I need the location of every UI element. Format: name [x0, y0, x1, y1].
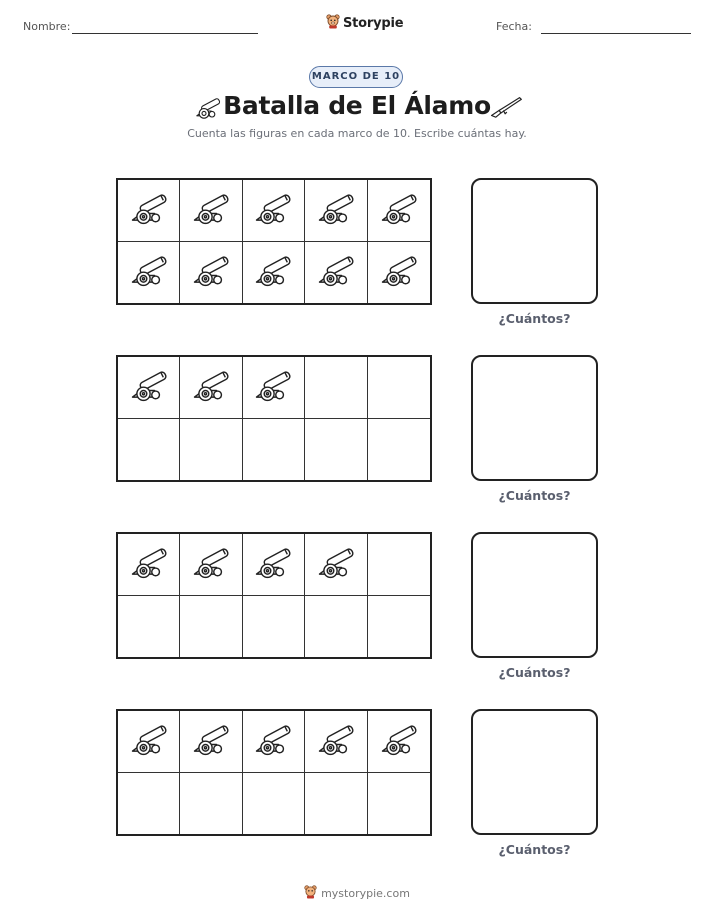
- ten-frame-cell: [180, 180, 242, 242]
- ten-frame-cell: [305, 534, 367, 596]
- ten-frame-cell: [243, 773, 305, 835]
- ten-frame-cell: [118, 419, 180, 481]
- ten-frame-cell: [305, 773, 367, 835]
- ten-frame-cell: [305, 596, 367, 658]
- ten-frame: [116, 532, 432, 659]
- count-question: ¿Cuántos?: [498, 665, 571, 680]
- cannon-icon: [189, 544, 233, 584]
- cannon-icon: [251, 544, 295, 584]
- date-line[interactable]: [541, 33, 691, 34]
- ten-frame-cell: [243, 357, 305, 419]
- cannon-icon: [251, 367, 295, 407]
- name-line[interactable]: [72, 33, 258, 34]
- ten-frame: [116, 178, 432, 305]
- ten-frame-cell: [368, 357, 430, 419]
- cannon-icon: [314, 721, 358, 761]
- ten-frame-cell: [180, 419, 242, 481]
- cannon-icon: [127, 544, 171, 584]
- ten-frame-cell: [368, 180, 430, 242]
- ten-frame-cell: [118, 180, 180, 242]
- ten-frame-cell: [243, 596, 305, 658]
- cannon-icon: [127, 252, 171, 292]
- ten-frame-cell: [118, 596, 180, 658]
- cannon-icon: [127, 367, 171, 407]
- ten-frame-cell: [180, 534, 242, 596]
- ten-frame-cell: [305, 419, 367, 481]
- ten-frame-cell: [180, 711, 242, 773]
- ten-frame-cell: [243, 242, 305, 304]
- cannon-icon: [189, 367, 233, 407]
- ten-frame-cell: [368, 596, 430, 658]
- ten-frame: [116, 355, 432, 482]
- cannon-icon: [314, 544, 358, 584]
- answer-box[interactable]: [471, 355, 598, 481]
- ten-frame-cell: [243, 180, 305, 242]
- ten-frame-cell: [118, 773, 180, 835]
- ten-frame-cell: [305, 357, 367, 419]
- cannon-icon: [251, 252, 295, 292]
- rifle-icon: [489, 94, 523, 124]
- ten-frame-cell: [118, 357, 180, 419]
- page-header: [0, 0, 714, 50]
- cannon-icon: [377, 252, 421, 292]
- ten-frame-cell: [243, 534, 305, 596]
- ten-frame-cell: [243, 711, 305, 773]
- answer-box[interactable]: [471, 532, 598, 658]
- ten-frame-cell: [305, 242, 367, 304]
- count-question: ¿Cuántos?: [498, 311, 571, 326]
- page-title: Batalla de El Álamo: [223, 91, 491, 120]
- bear-logo-icon: [304, 884, 317, 902]
- ten-frame-cell: [180, 596, 242, 658]
- ten-frame-cell: [243, 419, 305, 481]
- worksheet-type-badge: MARCO DE 10: [309, 66, 403, 88]
- bear-logo-icon: [326, 13, 340, 33]
- brand-name: Storypie: [343, 15, 404, 31]
- answer-box[interactable]: [471, 178, 598, 304]
- ten-frame-cell: [180, 773, 242, 835]
- cannon-icon: [189, 190, 233, 230]
- ten-frame-cell: [368, 711, 430, 773]
- ten-frame-cell: [305, 711, 367, 773]
- ten-frame-cell: [368, 773, 430, 835]
- ten-frame-cell: [368, 242, 430, 304]
- ten-frame-cell: [368, 534, 430, 596]
- date-label: Fecha:: [496, 20, 532, 33]
- ten-frame-cell: [180, 242, 242, 304]
- cannon-icon: [377, 190, 421, 230]
- cannon-icon: [251, 190, 295, 230]
- name-label: Nombre:: [23, 20, 71, 33]
- count-question: ¿Cuántos?: [498, 488, 571, 503]
- ten-frame-cell: [180, 357, 242, 419]
- cannon-icon: [314, 190, 358, 230]
- ten-frame-cell: [118, 242, 180, 304]
- ten-frame-cell: [118, 534, 180, 596]
- answer-box[interactable]: [471, 709, 598, 835]
- cannon-icon: [127, 721, 171, 761]
- ten-frame-cell: [305, 180, 367, 242]
- cannon-icon: [189, 721, 233, 761]
- cannon-icon: [251, 721, 295, 761]
- cannon-icon: [127, 190, 171, 230]
- brand-logo: [326, 13, 403, 33]
- ten-frame-cell: [368, 419, 430, 481]
- cannon-icon: [314, 252, 358, 292]
- count-question: ¿Cuántos?: [498, 842, 571, 857]
- cannon-icon: [189, 252, 233, 292]
- page-footer: [0, 884, 714, 902]
- ten-frame: [116, 709, 432, 836]
- footer-url[interactable]: mystorypie.com: [321, 886, 410, 900]
- ten-frame-cell: [118, 711, 180, 773]
- instructions: Cuenta las figuras en cada marco de 10. Escribe cuántas hay.: [187, 127, 527, 140]
- cannon-icon: [377, 721, 421, 761]
